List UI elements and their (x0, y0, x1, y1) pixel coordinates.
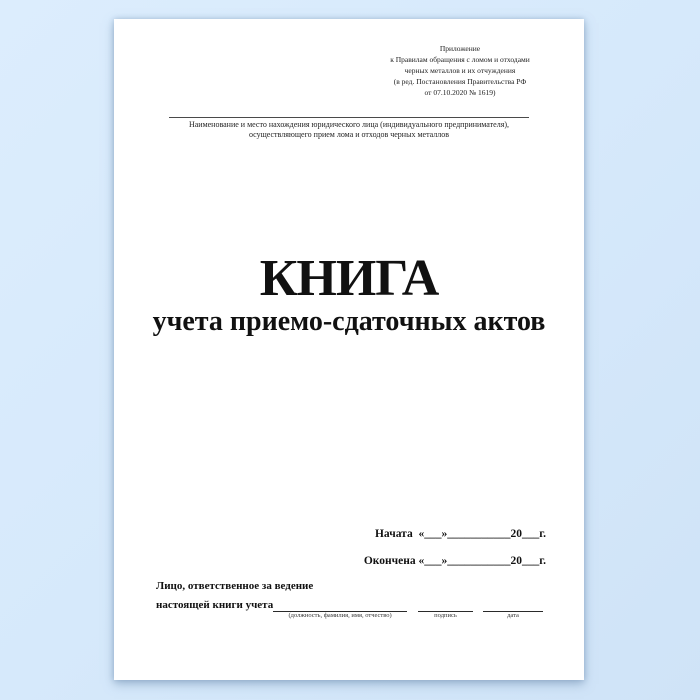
responsible-caption-line-2: настоящей книги учета (156, 599, 274, 611)
book-title: КНИГА (259, 250, 439, 307)
date-started-row: Начата «___»___________20___г. (374, 528, 546, 540)
legal-note-line: черных металлов и их отчуждения (404, 66, 516, 75)
date-blank-field (483, 597, 543, 619)
signature-field-label: подпись (434, 612, 457, 619)
legal-note-line: к Правилам обращения с ломом и отходами (390, 55, 530, 64)
signature-row (156, 597, 543, 619)
title-block (114, 252, 584, 338)
responsible-person-block (156, 580, 543, 619)
signature-blank-field (418, 597, 473, 619)
organization-caption-line-1: Наименование и место нахождения юридического лица (индивидуального предпринимателя), (188, 120, 510, 129)
organization-caption-line-2: осуществляющего прием лома и отходов черных металлов (248, 130, 450, 139)
position-name-field-label: (должность, фамилия, имя, отчество) (288, 612, 392, 619)
legal-reference-note (374, 43, 546, 98)
date-finished-row: Окончена «___»___________20___г. (363, 555, 546, 567)
dates-block (364, 528, 546, 582)
date-field-label: дата (507, 612, 519, 619)
book-subtitle: учета приемо-сдаточных актов (152, 306, 546, 337)
position-name-blank-field (273, 597, 407, 619)
organization-name-section (169, 117, 529, 140)
organization-name-blank-line (169, 117, 529, 118)
legal-note-line: Приложение (439, 44, 481, 53)
organization-name-caption (169, 120, 529, 140)
document-page (114, 19, 584, 680)
responsible-caption-line-1: Лицо, ответственное за ведение (156, 580, 314, 592)
legal-note-line: от 07.10.2020 № 1619) (424, 88, 496, 97)
legal-note-line: (в ред. Постановления Правительства РФ (393, 77, 527, 86)
